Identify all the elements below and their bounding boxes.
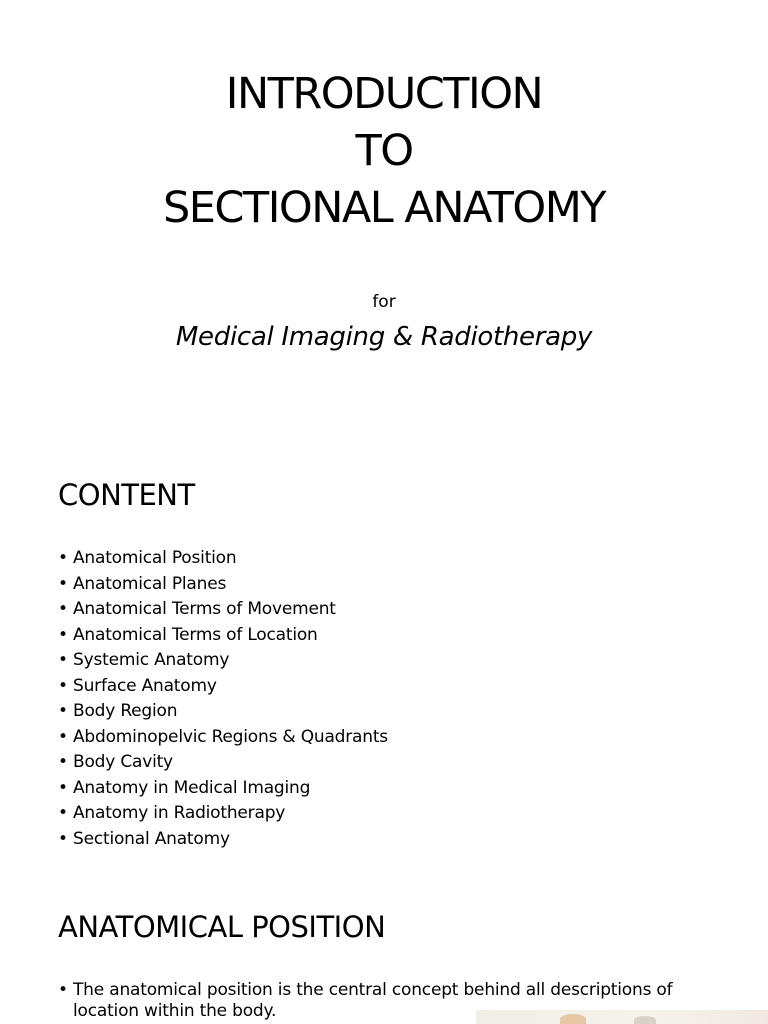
list-item-text: Anatomical Planes: [73, 573, 227, 594]
list-item: [58, 827, 388, 853]
list-item-text: Anatomical Position: [73, 548, 237, 568]
bullet-icon: •: [58, 573, 68, 594]
for-text: for: [372, 292, 396, 312]
bullet-icon: •: [58, 803, 68, 823]
figure-detail: [560, 1014, 586, 1024]
list-item: [58, 699, 388, 725]
list-item-text: Anatomy in Radiotherapy: [73, 803, 286, 823]
content-heading: CONTENT: [58, 478, 195, 512]
list-item-text: Body Cavity: [73, 752, 173, 772]
list-item-text: Body Region: [73, 701, 178, 721]
anatomical-position-slide: [0, 872, 768, 1024]
list-item-text: Surface Anatomy: [73, 675, 217, 696]
title-line-3: SECTIONAL ANATOMY: [162, 183, 606, 233]
bullet-icon: •: [58, 650, 68, 670]
list-item-text: Sectional Anatomy: [73, 828, 230, 849]
list-item-text: Anatomical Terms of Location: [73, 624, 318, 645]
bullet-icon: •: [58, 752, 68, 772]
list-item: [58, 623, 388, 649]
list-item-text: Abdominopelvic Regions & Quadrants: [73, 726, 388, 747]
list-item-text: Anatomy in Medical Imaging: [73, 777, 311, 798]
list-item: [58, 750, 388, 776]
bullet-icon: •: [58, 675, 68, 696]
bullet-icon: •: [58, 980, 68, 1000]
list-item-text: Anatomical Terms of Movement: [73, 599, 336, 619]
bullet-icon: •: [58, 701, 68, 721]
list-item: [58, 801, 388, 827]
bullet-icon: •: [58, 624, 68, 645]
list-item: [58, 597, 388, 623]
position-paragraph-text: The anatomical position is the central concept behind all descriptions of location within the body.: [73, 980, 673, 1021]
title-line-1: INTRODUCTION: [225, 69, 543, 119]
position-heading: ANATOMICAL POSITION: [58, 910, 386, 944]
bullet-icon: •: [58, 726, 68, 747]
title-slide: [0, 0, 768, 432]
bullet-icon: •: [58, 777, 68, 798]
content-slide: [0, 432, 768, 872]
list-item: [58, 725, 388, 751]
list-item: [58, 572, 388, 598]
content-list: [58, 546, 388, 852]
list-item: [58, 776, 388, 802]
list-item: [58, 674, 388, 700]
list-item: [58, 648, 388, 674]
figure-detail: [634, 1016, 656, 1024]
title-line-2: TO: [355, 126, 413, 176]
list-item: [58, 546, 388, 572]
slide-subtitle: Medical Imaging & Radiotherapy: [175, 322, 593, 352]
anatomical-figure-image: [476, 1010, 768, 1024]
bullet-icon: •: [58, 828, 68, 849]
list-item-text: Systemic Anatomy: [73, 650, 230, 670]
bullet-icon: •: [58, 548, 68, 568]
slide-title: [0, 66, 768, 237]
bullet-icon: •: [58, 599, 68, 619]
